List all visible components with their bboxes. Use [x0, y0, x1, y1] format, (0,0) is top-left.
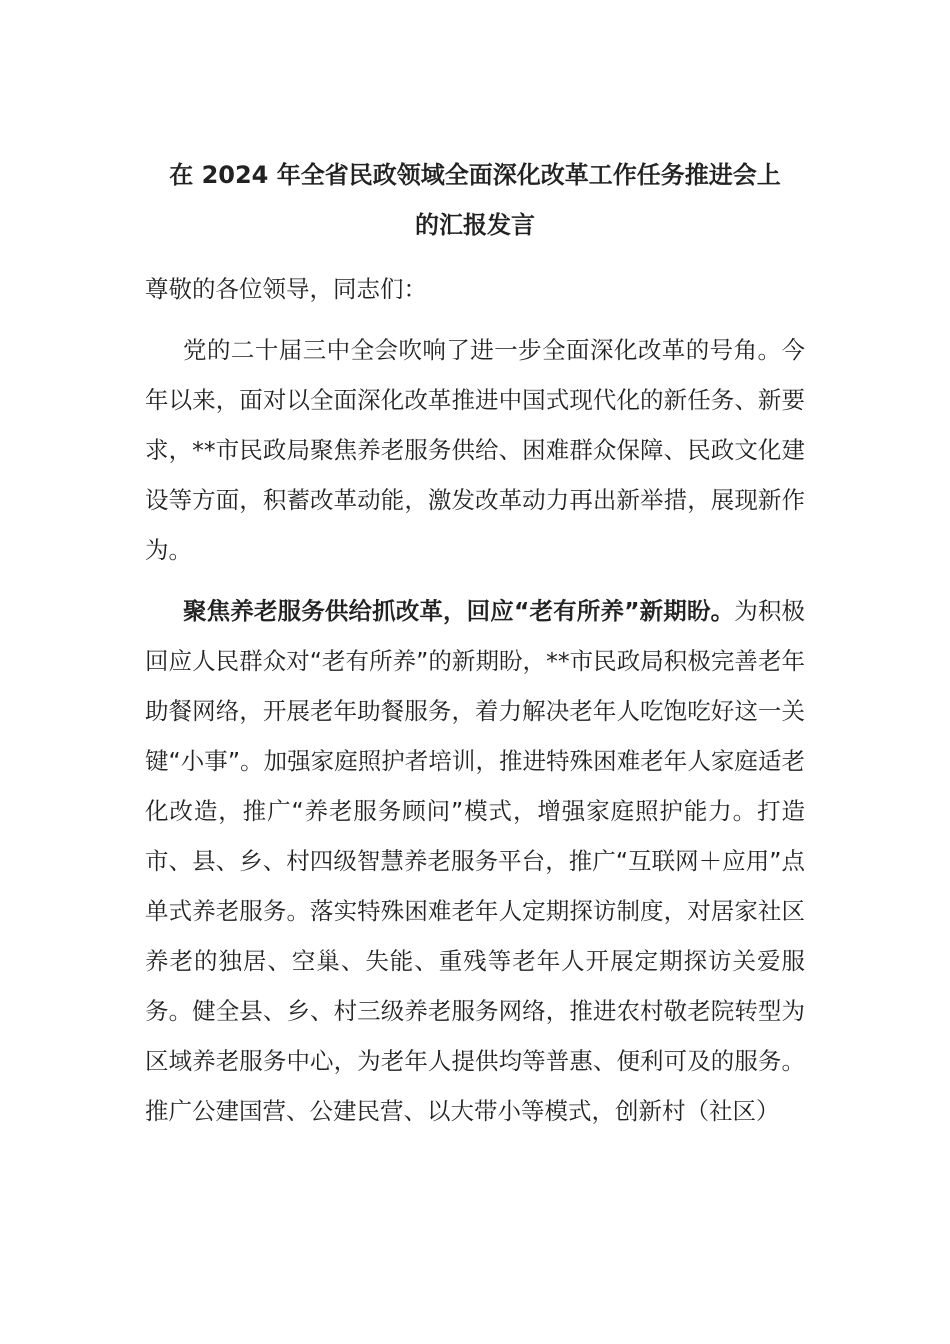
document-title-line-2: 的汇报发言	[415, 211, 535, 239]
paragraph-elderly-care	[145, 586, 805, 1136]
paragraph-body: 为积极回应人民群众对“老有所养”的新期盼，**市民政局积极完善老年助餐网络，开展老年助餐服务，着力解决老年人吃饱吃好这一关键“小事”。加强家庭照护者培训，推进特殊困难老年人家庭适老化改造，推广“养老服务顾问”模式，增强家庭照护能力。打造市、县、乡、村四级智慧养老服务平台，推广“互联网＋应用”点单式养老服务。落实特殊困难老年人定期探访制度，对居家社区养老的独居、空巢、失能、重残等老年人开展定期探访关爱服务。健全县、乡、村三级养老服务网络，推进农村敬老院转型为区域养老服务中心，为老年人提供均等普惠、便利可及的服务。推广公建国营、公建民营、以大带小等模式，创新村（社区）	[145, 597, 806, 1125]
paragraph-intro: 党的二十届三中全会吹响了进一步全面深化改革的号角。今年以来，面对以全面深化改革推进中国式现代化的新任务、新要求，**市民政局聚焦养老服务供给、困难群众保障、民政文化建设等方面，积蓄改革动能，激发改革动力再出新举措，展现新作为。	[145, 336, 805, 564]
salutation: 尊敬的各位领导，同志们：	[145, 275, 427, 303]
paragraph-heading: 聚焦养老服务供给抓改革，回应“老有所养”新期盼。	[183, 597, 735, 625]
document-title-line-1: 在 2024 年全省民政领域全面深化改革工作任务推进会上	[169, 161, 781, 189]
